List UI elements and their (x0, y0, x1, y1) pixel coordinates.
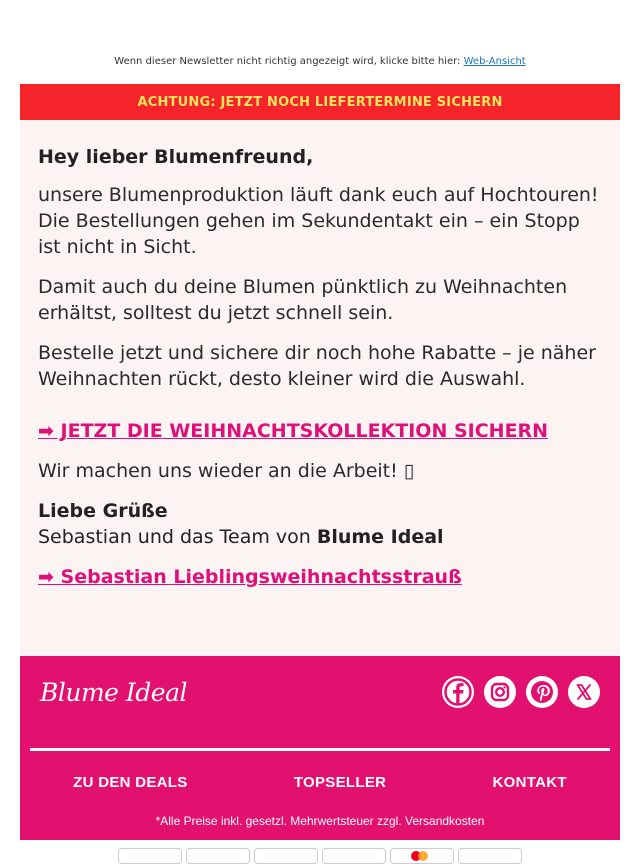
nav-deals-link[interactable]: ZU DEN DEALS (73, 774, 188, 791)
footer-divider (30, 748, 610, 751)
instagram-icon[interactable] (484, 676, 516, 708)
preheader (0, 56, 640, 67)
payment-method-icon (254, 848, 318, 864)
facebook-icon[interactable] (442, 676, 474, 708)
paragraph-1: unsere Blumenproduktion läuft dank euch auf Hochtouren! Die Bestellungen gehen im Sekundentakt ein – ein Stopp ist nicht in Sicht. (38, 184, 599, 258)
web-view-link[interactable]: Web-Ansicht (463, 56, 526, 67)
alert-text: ACHTUNG: JETZT NOCH LIEFERTERMINE SICHERN (137, 94, 503, 110)
footer-nav (20, 774, 620, 791)
brand-logo[interactable]: Blume Ideal (40, 678, 187, 707)
preheader-text: Wenn dieser Newsletter nicht richtig angezeigt wird, klicke bitte hier: (114, 56, 461, 67)
paragraph-2: Damit auch du deine Blumen pünktlich zu Weihnachten erhältst, solltest du jetzt schnell sein. (38, 276, 568, 324)
favorite-bouquet-link[interactable]: ➡ Sebastian Lieblingsweihnachtsstrauß (38, 566, 462, 588)
payment-method-icon (322, 848, 386, 864)
payment-method-icon (458, 848, 522, 864)
christmas-collection-link[interactable]: ➡ JETZT DIE WEIHNACHTSKOLLEKTION SICHERN (38, 420, 549, 442)
legal-note: *Alle Preise inkl. gesetzl. Mehrwertsteuer zzgl. Versandkosten (155, 814, 485, 828)
signoff-prefix: Sebastian und das Team von (38, 526, 317, 548)
footer (20, 656, 620, 840)
pinterest-icon[interactable] (526, 676, 558, 708)
x-icon[interactable] (568, 676, 600, 708)
newsletter-body (20, 120, 620, 656)
greeting: Hey lieber Blumenfreund, (38, 146, 314, 168)
social-links (442, 676, 600, 708)
paragraph-3: Bestelle jetzt und sichere dir noch hohe Rabatte – je näher Weihnachten rückt, desto kleiner wird die Auswahl. (38, 342, 596, 390)
nav-contact-link[interactable]: KONTAKT (492, 774, 567, 791)
nav-topseller-link[interactable]: TOPSELLER (293, 774, 387, 791)
mastercard-icon (390, 848, 454, 864)
payment-method-icon (118, 848, 182, 864)
payment-method-icon (186, 848, 250, 864)
signoff-title: Liebe Grüße (38, 500, 168, 522)
closing-line: Wir machen uns wieder an die Arbeit! ▯ (38, 460, 415, 482)
alert-banner[interactable] (20, 84, 620, 120)
payment-methods (118, 848, 522, 864)
signoff-line (38, 524, 602, 550)
signoff-brand: Blume Ideal (316, 526, 444, 548)
